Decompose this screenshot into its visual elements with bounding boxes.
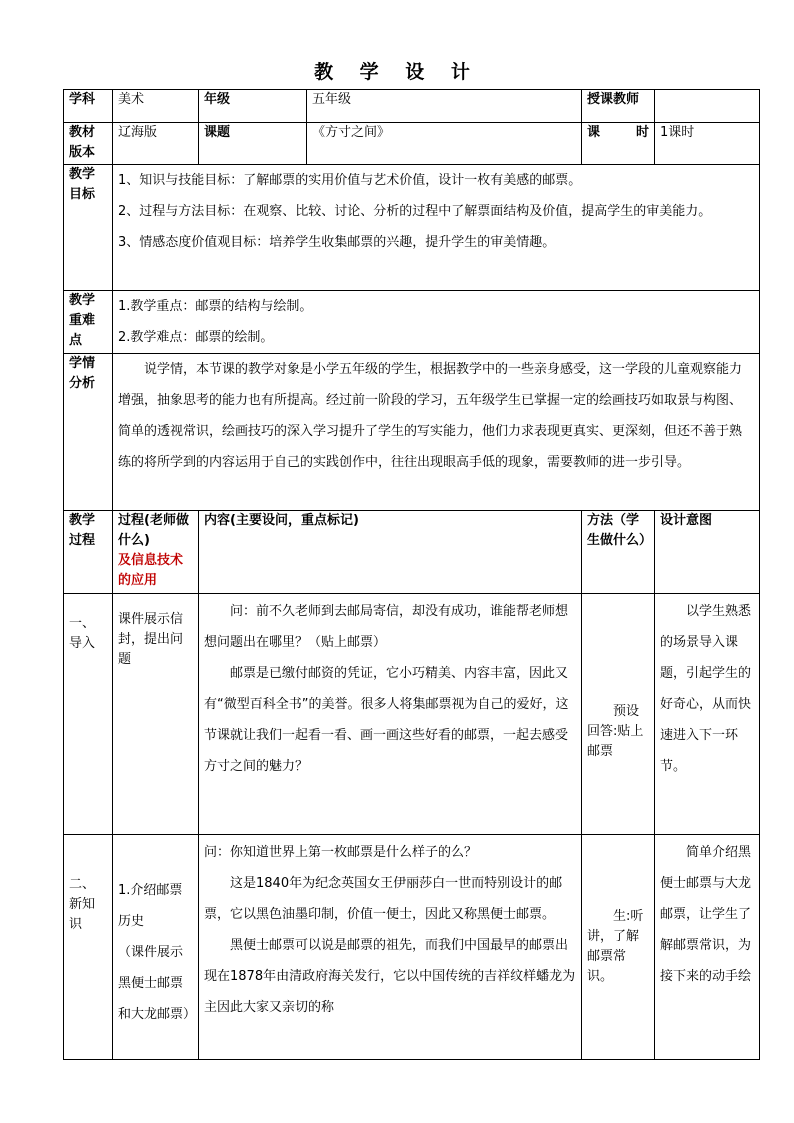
stage-content [199,835,582,1060]
stage-label: 一、导入 [64,594,113,835]
row-stage-new-knowledge [64,835,760,1060]
content-para: 问：前不久老师到去邮局寄信，却没有成功，谁能帮老师想想问题出在哪里？（贴上邮票） [204,604,569,650]
col-process-text: 过程(老师做什么) [118,513,189,548]
period-value: 1课时 [655,123,760,165]
textbook-value: 辽海版 [113,123,199,165]
period-label-b: 时 [635,125,649,140]
document-title: 教 学 设 计 [314,61,480,83]
keypoint-item: 1.教学重点：邮票的结构与绘制。 [118,299,313,314]
subject-value: 美术 [113,90,199,123]
stage-label: 二、新知识 [64,835,113,1060]
keypoints-content [113,291,760,354]
col-process-red-text: 及信息技术的应用 [118,553,184,588]
stage-process: 课件展示信封，提出问题 [113,594,199,835]
stage-method: 预设回答:贴上邮票 [582,594,655,835]
goals-content [113,165,760,291]
stage-method: 生:听讲，了解邮票常识。 [582,835,655,1060]
col-content-header: 内容(主要设问，重点标记) [199,511,582,594]
stage-content [199,594,582,835]
row-keypoints [64,291,760,354]
col-intent-header: 设计意图 [655,511,760,594]
analysis-text: 说学情，本节课的教学对象是小学五年级的学生，根据教学中的一些亲身感受，这一学段的儿童观察能力增强，抽象思考的能力也有所提高。经过前一阶段的学习，五年级学生已掌握一定的绘画技巧如取景与构图、简单的透视常识，绘画技巧的深入学习提升了学生的写实能力，他们力求表现更真实、更深刻，但还不善于熟练的将所学到的内容运用于自己的实践创作中，往往出现眼高手低的现象，需要教师的进一步引导。 [118,362,743,470]
stage-intent: 简单介绍黑便士邮票与大龙邮票，让学生了解邮票常识，为接下来的动手绘 [655,835,760,1060]
keypoint-item: 2.教学难点：邮票的绘制。 [118,330,274,345]
teacher-label: 授课教师 [582,90,655,123]
goal-item: 3、情感态度价值观目标：培养学生收集邮票的兴趣，提升学生的审美情趣。 [118,235,556,250]
content-para: 黑便士邮票可以说是邮票的祖先，而我们中国最早的邮票出现在1878年由清政府海关发行，它以中国传统的吉祥纹样蟠龙为主因此大家又亲切的称 [204,938,576,1015]
goal-item: 2、过程与方法目标：在观察、比较、讨论、分析的过程中了解票面结构及价值，提高学生的审美能力。 [118,204,712,219]
col-method-header: 方法（学生做什么） [582,511,655,594]
row-stage-intro [64,594,760,835]
goals-label: 教学目标 [64,165,113,291]
teacher-value [655,90,760,123]
analysis-content [113,354,760,511]
stage-intent: 以学生熟悉的场景导入课题，引起学生的好奇心，从而快速进入下一环节。 [655,594,760,835]
content-para: 这是1840年为纪念英国女王伊丽莎白一世而特别设计的邮票，它以黑色油墨印制，价值一便士，因此又称黑便士邮票。 [204,876,563,922]
period-label-a: 课 [587,125,601,140]
content-para: 问：你知道世界上第一枚邮票是什么样子的么？ [204,845,478,860]
grade-label: 年级 [199,90,307,123]
goal-item: 1、知识与技能目标：了解邮票的实用价值与艺术价值，设计一枚有美感的邮票。 [118,173,582,188]
textbook-label: 教材版本 [64,123,113,165]
process-label: 教学过程 [64,511,113,594]
grade-value: 五年级 [307,90,582,123]
topic-value: 《方寸之间》 [307,123,582,165]
row-subject [64,90,760,123]
row-process-header [64,511,760,594]
analysis-label: 学情分析 [64,354,113,511]
topic-label: 课题 [199,123,307,165]
row-goals [64,165,760,291]
content-para: 邮票是已缴付邮资的凭证，它小巧精美、内容丰富，因此又有“微型百科全书”的美誉。很多人将集邮票视为自己的爱好，这节课就让我们一起看一看、画一画这些好看的邮票，一起去感受方寸之间的魅力？ [204,666,569,774]
lesson-plan-table [63,89,760,1060]
subject-label: 学科 [64,90,113,123]
col-process-header [113,511,199,594]
row-analysis [64,354,760,511]
period-label [582,123,655,165]
row-textbook [64,123,760,165]
keypoints-label: 教学重难点 [64,291,113,354]
stage-process: 1.介绍邮票历史 （课件展示黑便士邮票和大龙邮票） [113,835,199,1060]
